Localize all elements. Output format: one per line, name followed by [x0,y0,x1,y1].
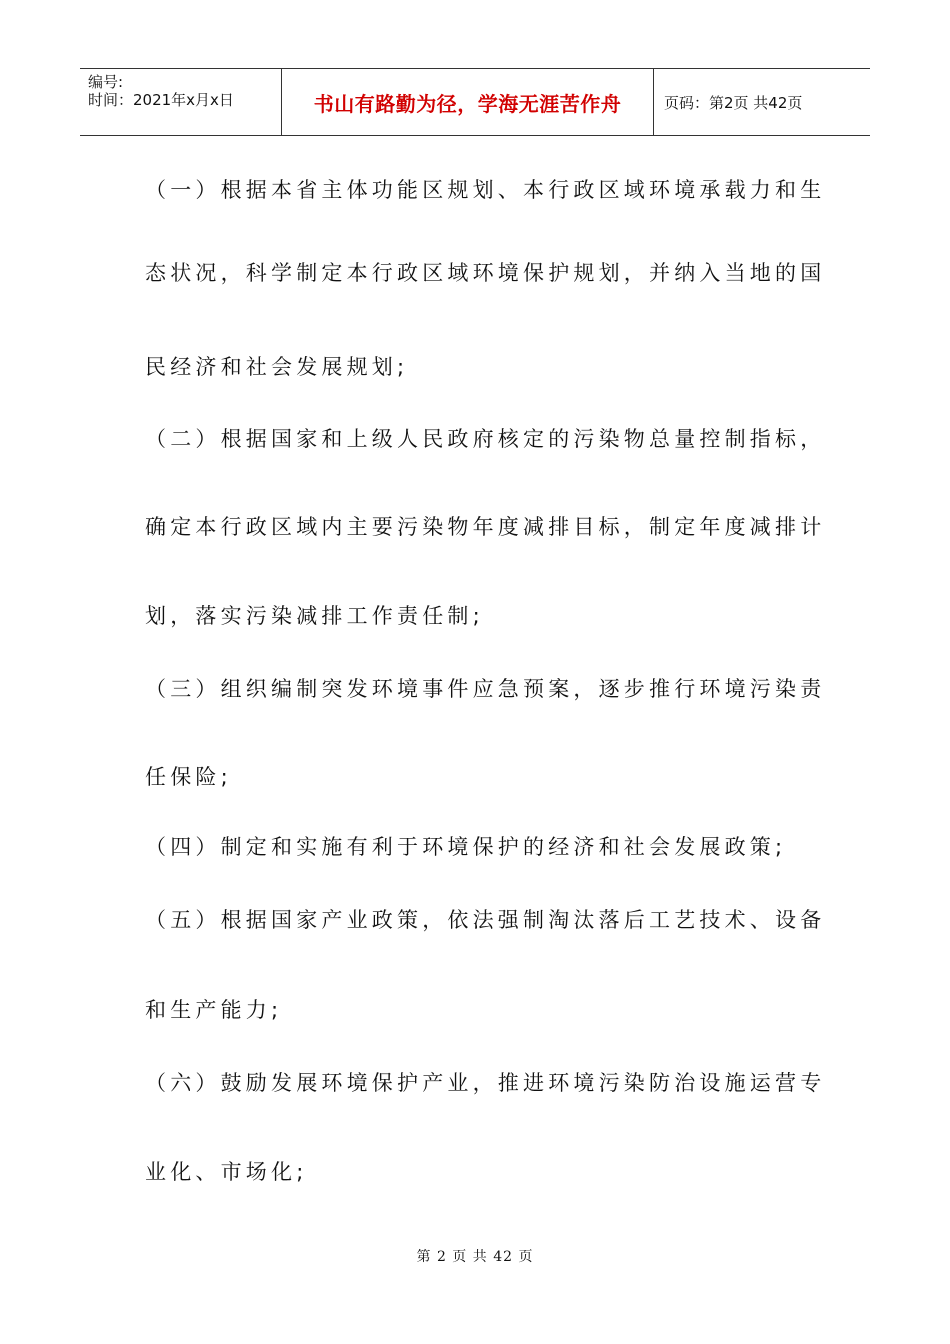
page-footer: 第 2 页 共 42 页 [416,1249,534,1265]
header-motto: 书山有路勤为径，学海无涯苦作舟 [282,69,654,135]
body-line: （二）根据国家和上级人民政府核定的污染物总量控制指标， [145,427,826,451]
header-page-info: 页码：第2页 共42页 [664,93,803,112]
body-line: 确定本行政区域内主要污染物年度减排目标，制定年度减排计 [145,515,826,539]
body-line: 业化、市场化; [145,1160,308,1184]
body-line: （四）制定和实施有利于环境保护的经济和社会发展政策; [145,835,787,859]
header-meta [80,69,282,135]
body-line: 民经济和社会发展规划; [145,355,409,379]
body-line: 和生产能力; [145,998,283,1022]
body-line: （五）根据国家产业政策，依法强制淘汰落后工艺技术、设备 [145,908,826,932]
body-line: 划，落实污染减排工作责任制; [145,604,484,628]
body-line: （一）根据本省主体功能区规划、本行政区域环境承载力和生 [145,178,826,202]
body-line: （三）组织编制突发环境事件应急预案，逐步推行环境污染责 [145,677,826,701]
body-line: 态状况，科学制定本行政区域环境保护规划，并纳入当地的国 [145,261,826,285]
body-line: 任保险; [145,765,232,789]
page-header [80,68,870,136]
doc-code-label: 编号: [88,73,124,91]
doc-time-label: 时间：2021年x月x日 [88,91,234,109]
body-line: （六）鼓励发展环境保护产业，推进环境污染防治设施运营专 [145,1071,826,1095]
